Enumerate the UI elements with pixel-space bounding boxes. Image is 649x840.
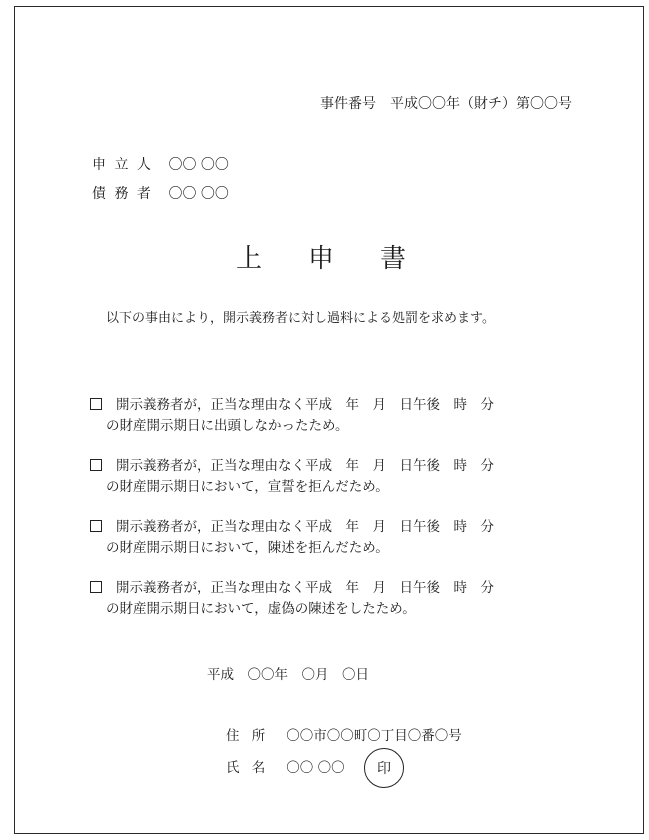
reason-line2: の財産開示期日において，陳述を拒んだため。 <box>106 540 389 556</box>
case-number: 事件番号 平成〇〇年（財チ）第〇〇号 <box>320 96 572 112</box>
title-char-3: 書 <box>380 244 407 274</box>
reason-line1: 開示義務者が，正当な理由なく平成 年 月 日午後 時 分 <box>116 397 494 413</box>
checkbox[interactable] <box>90 581 102 593</box>
checkbox[interactable] <box>90 520 102 532</box>
checkbox[interactable] <box>90 459 102 471</box>
reason-line2: の財産開示期日において，宣誓を拒んだため。 <box>106 479 389 495</box>
reason-item <box>90 395 494 437</box>
filing-date: 平成 〇〇年 〇月 〇日 <box>207 667 369 683</box>
checkbox[interactable] <box>90 398 102 410</box>
address-label: 住 所 <box>226 728 270 744</box>
applicant-row <box>92 154 229 174</box>
debtor-row <box>92 183 229 203</box>
reason-item <box>90 456 494 498</box>
name-label: 氏 名 <box>226 760 270 776</box>
reason-line1: 開示義務者が，正当な理由なく平成 年 月 日午後 時 分 <box>116 519 494 535</box>
debtor-label: 債 務 者 <box>92 186 153 202</box>
debtor-value: 〇〇 〇〇 <box>168 186 229 202</box>
applicant-label: 申 立 人 <box>92 157 153 173</box>
document-title <box>236 238 452 275</box>
reason-line2: の財産開示期日に出頭しなかったため。 <box>106 418 349 434</box>
reason-line1: 開示義務者が，正当な理由なく平成 年 月 日午後 時 分 <box>116 580 494 596</box>
address-value: 〇〇市〇〇町〇丁目〇番〇号 <box>286 728 462 744</box>
title-char-1: 上 <box>236 244 263 274</box>
seal-text: 印 <box>377 761 391 777</box>
reason-line1: 開示義務者が，正当な理由なく平成 年 月 日午後 時 分 <box>116 458 494 474</box>
name-row <box>226 756 345 776</box>
reason-item <box>90 578 494 620</box>
intro-text: 以下の事由により，開示義務者に対し過料による処罰を求めます。 <box>106 311 495 326</box>
address-row <box>226 724 462 744</box>
seal-icon <box>364 748 404 788</box>
title-char-2: 申 <box>308 244 335 274</box>
reason-line2: の財産開示期日において，虚偽の陳述をしたため。 <box>106 601 416 617</box>
reason-item <box>90 517 494 559</box>
applicant-value: 〇〇 〇〇 <box>168 157 229 173</box>
name-value: 〇〇 〇〇 <box>286 760 345 776</box>
